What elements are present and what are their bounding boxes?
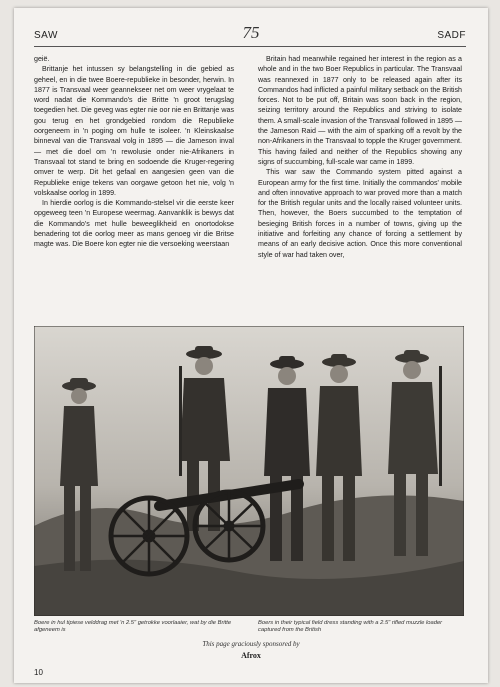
afrikaans-paragraph: In hierdie oorlog is die Kommando-stelsel vir die eerste keer opgeweeg teen 'n Europese weermag. Aanvanklik is bewys dat die Kommando's met hulle beweeglikheid en onortodokse benadering tot die oorlog meer as mans genoeg vir die Britse magte was. Die Boere kon egter nie die versoeking weerstaan (34, 199, 234, 249)
english-paragraph: Britain had meanwhile regained her interest in the region as a whole and in the two Boer Republics in particular. The Transvaal was reannexed in 1877 only to be released again after its Commandos had inflicted a painful military setback on the British forces. Not to be put off, Britain was soon back in the region, seizing territory around the Republics and striving to isolate them. A small-scale invasion of the Transvaal followed in 1895 — the Jameson Raid — with the aim of sparking off a revolt by the non-Afrikaners in the Transvaal to topple the Kruger government. This having failed and neither of the Republics showing any signs of succumbing, full-scale war came in 1899. (258, 55, 462, 166)
caption-english: Boers in their typical field dress standing with a 2.5" rifled muzzle loader captured from the British (258, 620, 443, 634)
page-number: 10 (34, 668, 43, 677)
sponsor-name: Afrox (241, 651, 261, 660)
afrikaans-column (34, 54, 234, 250)
english-paragraph: This war saw the Commando system pitted against a European army for the first time. Initially the commandos' mobile and often innovative approach to war proved more than a match for the British regular units and the locally raised volunteer units. Then, however, the Boers succumbed to the temptation of besieging British forces in a number of towns, giving up the initiative and forfeiting any chance of forcing a settlement by means of an early decisive action. Once this more conventional style of war had taken over, (258, 168, 462, 259)
photo-illustration (34, 326, 464, 616)
header-left: SAW (34, 30, 58, 41)
afrikaans-paragraph: geië. (34, 55, 50, 63)
header-right: SADF (437, 30, 466, 41)
header-rule (34, 46, 466, 47)
caption-afrikaans: Boere in hul tipiese velddrag met 'n 2.5" getrokke voorlaaier, wat by die Britte afgeneem is (34, 620, 232, 634)
english-column (258, 54, 462, 260)
document-page (14, 8, 488, 683)
boer-commando-photograph (34, 326, 464, 616)
header-page-number: 75 (242, 23, 260, 42)
sponsor-line: This page graciously sponsored by (202, 640, 300, 648)
afrikaans-paragraph: Brittanje het intussen sy belangstelling in die gebied as geheel, en in die twee Boere-republieke in besonder, herwin. In 1877 is Transvaal weer geannekseer net om weer vrygelaat te word nadat die Kommando's die Britte 'n groot terugslag toegedien het. Die geveg was egter nie oor nie en Brittanje was gou terug en het grondgebied rondom die Republieke oorgeneem in 'n poging om hulle te isoleer. 'n Kleinskaalse binneval van die Transvaal volg in 1895 — die Jameson inval — met die doel om 'n rewolusie onder nie-Afrikaners in Transvaal tot stand te bring en sodoende die Kruger-regering omver te werp. Dit het gefaal en aangesien geen van die Republieke enige tekens van oorgawe getoon het nie, volg 'n volskaalse oorlog in 1899. (34, 65, 234, 197)
